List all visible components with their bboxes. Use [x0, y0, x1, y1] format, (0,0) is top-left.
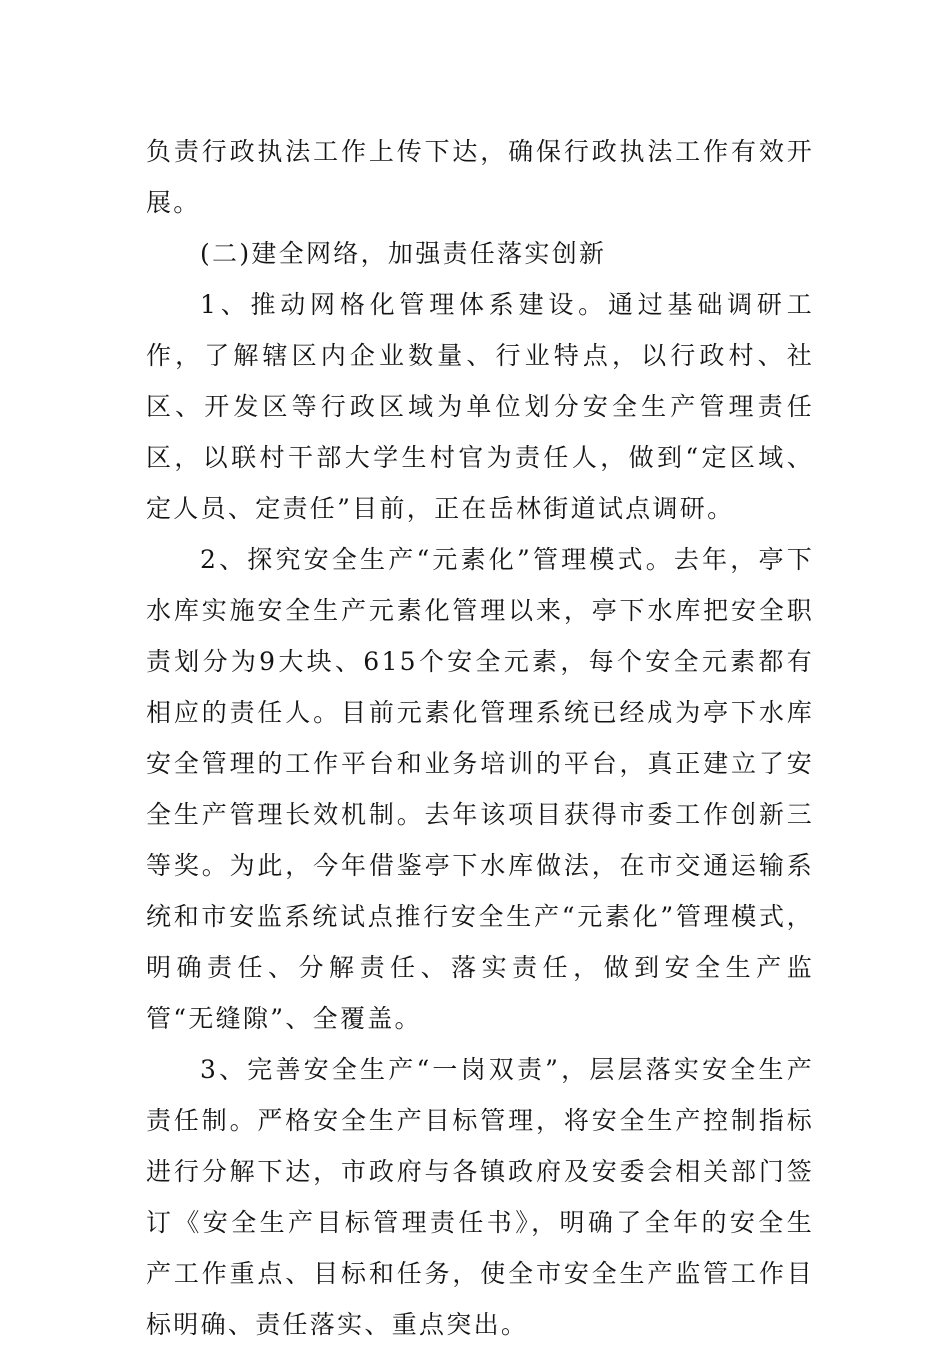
- paragraph-item-3: 3、完善安全生产“一岗双责”，层层落实安全生产责任制。严格安全生产目标管理，将安全生产控制指标进行分解下达，市政府与各镇政府及安委会相关部门签订《安全生产目标管理责任书》，明确了全年的安全生产工作重点、目标和任务，使全市安全生产监管工作目标明确、责任落实、重点突出。: [146, 1055, 814, 1339]
- section-heading: (二)建全网络，加强责任落实创新: [200, 239, 607, 268]
- paragraph-item-1: 1、推动网格化管理体系建设。通过基础调研工作，了解辖区内企业数量、行业特点，以行政村、社区、开发区等行政区域为单位划分安全生产管理责任区，以联村干部大学生村官为责任人，做到“定区域、定人员、定责任”目前，正在岳林街道试点调研。: [146, 290, 814, 523]
- paragraph-item-2: 2、探究安全生产“元素化”管理模式。去年，亭下水库实施安全生产元素化管理以来，亭下水库把安全职责划分为9大块、615个安全元素，每个安全元素都有相应的责任人。目前元素化管理系统已经成为亭下水库安全管理的工作平台和业务培训的平台，真正建立了安全生产管理长效机制。去年该项目获得市委工作创新三等奖。为此，今年借鉴亭下水库做法，在市交通运输系统和市安监系统试点推行安全生产“元素化”管理模式，明确责任、分解责任、落实责任，做到安全生产监管“无缝隙”、全覆盖。: [146, 545, 814, 1033]
- document-body: [146, 126, 814, 1350]
- paragraph-continuation: 负责行政执法工作上传下达，确保行政执法工作有效开展。: [146, 137, 814, 217]
